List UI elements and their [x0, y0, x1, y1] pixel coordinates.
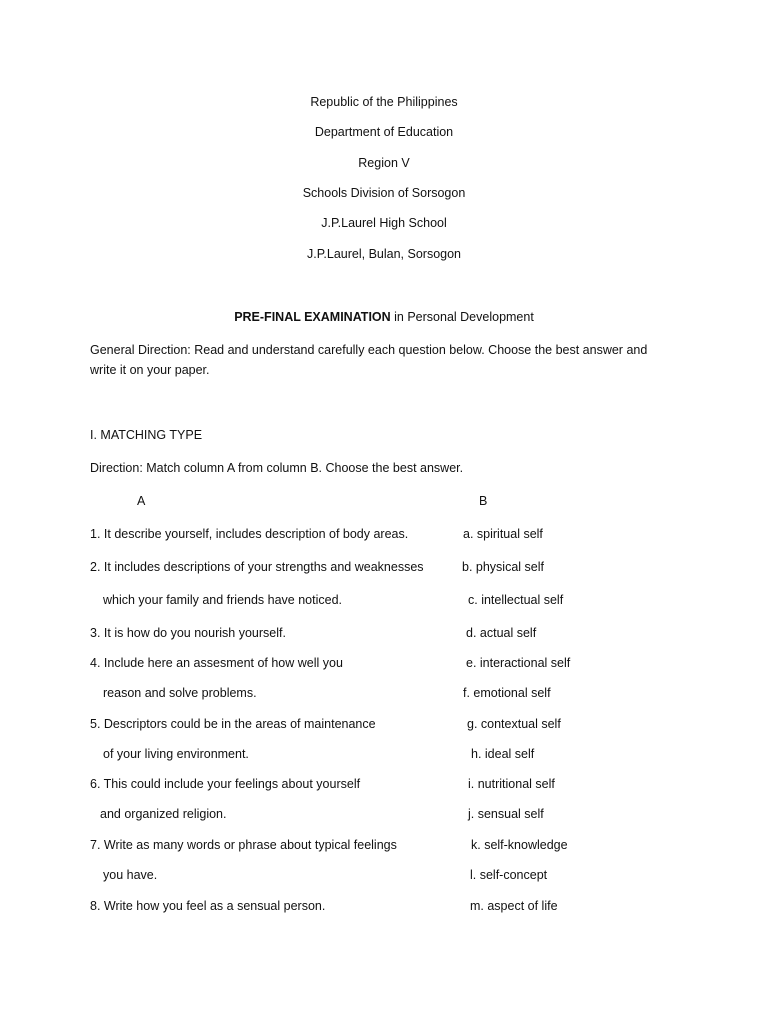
column-b-item: a. spiritual self: [463, 527, 543, 541]
column-a-item: 5. Descriptors could be in the areas of maintenance: [90, 717, 376, 731]
general-direction-line-2: write it on your paper.: [90, 363, 210, 377]
column-b-item: j. sensual self: [468, 807, 544, 821]
column-a-item: 7. Write as many words or phrase about typical feelings: [90, 838, 397, 852]
column-b-item: f. emotional self: [463, 686, 551, 700]
column-b-item: l. self-concept: [470, 868, 548, 882]
column-b-header: B: [479, 494, 488, 508]
header-region: Region V: [358, 156, 410, 170]
header-republic: Republic of the Philippines: [310, 95, 458, 109]
column-b-item: b. physical self: [462, 560, 544, 574]
header-division: Schools Division of Sorsogon: [302, 186, 466, 200]
column-a-item: which your family and friends have noticed.: [103, 593, 343, 607]
column-a-item: reason and solve problems.: [103, 686, 257, 700]
column-a-header: A: [137, 494, 146, 508]
column-a-item: 1. It describe yourself, includes description of body areas.: [90, 527, 409, 541]
column-a-item: 3. It is how do you nourish yourself.: [90, 626, 286, 640]
column-b-item: e. interactional self: [466, 656, 571, 670]
header-department: Department of Education: [314, 125, 454, 139]
column-a-item: 8. Write how you feel as a sensual person.: [90, 899, 326, 913]
exam-title-main: PRE-FINAL EXAMINATION: [234, 310, 391, 324]
exam-title-subject: in Personal Development: [390, 310, 534, 324]
column-a-item: you have.: [103, 868, 158, 882]
column-a-item: of your living environment.: [103, 747, 249, 761]
column-b-item: k. self-knowledge: [471, 838, 568, 852]
column-a-item: 6. This could include your feelings about yourself: [90, 777, 361, 791]
column-b-item: m. aspect of life: [470, 899, 558, 913]
column-a-item: 2. It includes descriptions of your strengths and weaknesses: [90, 560, 424, 574]
exam-title: [0, 309, 768, 325]
column-b-item: c. intellectual self: [468, 593, 564, 607]
header-school: J.P.Laurel High School: [321, 216, 447, 230]
matching-direction: Direction: Match column A from column B. Choose the best answer.: [90, 461, 464, 475]
section-title: I. MATCHING TYPE: [90, 428, 203, 442]
column-a-item: 4. Include here an assesment of how well you: [90, 656, 343, 670]
column-b-item: i. nutritional self: [468, 777, 555, 791]
column-b-item: d. actual self: [466, 626, 537, 640]
column-b-item: h. ideal self: [471, 747, 535, 761]
column-b-item: g. contextual self: [467, 717, 561, 731]
column-a-item: and organized religion.: [100, 807, 227, 821]
header-address: J.P.Laurel, Bulan, Sorsogon: [306, 247, 462, 261]
general-direction-line-1: General Direction: Read and understand carefully each question below. Choose the best answer and: [90, 343, 648, 357]
